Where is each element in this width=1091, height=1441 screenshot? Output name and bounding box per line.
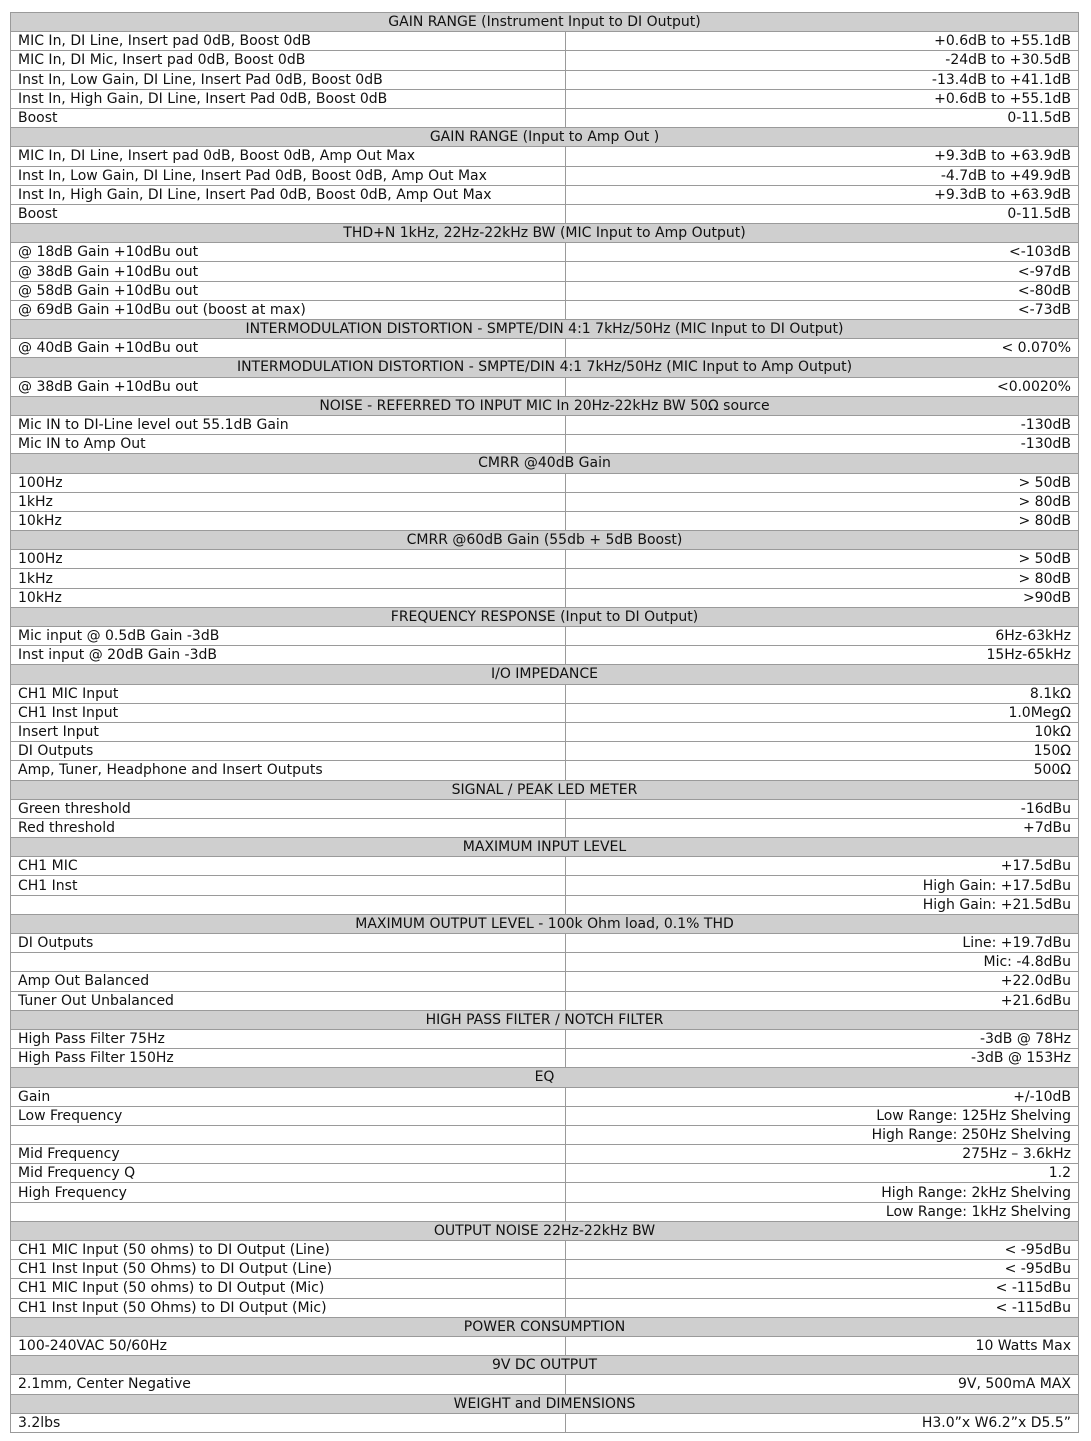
table-row — [11, 703, 1079, 722]
spec-value: -16dBu — [566, 799, 1079, 818]
section-title: GAIN RANGE (Instrument Input to DI Output) — [11, 13, 1079, 32]
spec-value: 9V, 500mA MAX — [566, 1375, 1079, 1394]
spec-value: 15Hz-65kHz — [566, 646, 1079, 665]
section-title: THD+N 1kHz, 22Hz-22kHz BW (MIC Input to Amp Output) — [11, 224, 1079, 243]
table-row — [11, 492, 1079, 511]
table-row — [11, 204, 1079, 223]
spec-label: CH1 MIC — [11, 857, 566, 876]
section-title: NOISE - REFERRED TO INPUT MIC In 20Hz-22kHz BW 50Ω source — [11, 396, 1079, 415]
spec-value: 275Hz – 3.6kHz — [566, 1145, 1079, 1164]
section-title: I/O IMPEDANCE — [11, 665, 1079, 684]
section-title: EQ — [11, 1068, 1079, 1087]
spec-value: -4.7dB to +49.9dB — [566, 166, 1079, 185]
spec-label: Tuner Out Unbalanced — [11, 991, 566, 1010]
table-row — [11, 166, 1079, 185]
spec-label: Boost — [11, 204, 566, 223]
spec-value: +17.5dBu — [566, 857, 1079, 876]
spec-value: -13.4dB to +41.1dB — [566, 70, 1079, 89]
table-row — [11, 339, 1079, 358]
section-header-row — [11, 1221, 1079, 1240]
spec-label: MIC In, DI Line, Insert pad 0dB, Boost 0dB — [11, 32, 566, 51]
table-row — [11, 435, 1079, 454]
spec-value: >90dB — [566, 588, 1079, 607]
spec-label: CH1 Inst Input — [11, 703, 566, 722]
section-header-row — [11, 780, 1079, 799]
spec-label: 100Hz — [11, 550, 566, 569]
spec-value: +21.6dBu — [566, 991, 1079, 1010]
spec-value: 10 Watts Max — [566, 1336, 1079, 1355]
table-row — [11, 588, 1079, 607]
spec-value: > 50dB — [566, 473, 1079, 492]
section-title: CMRR @40dB Gain — [11, 454, 1079, 473]
spec-label: CH1 MIC Input (50 ohms) to DI Output (Line) — [11, 1241, 566, 1260]
table-row — [11, 1029, 1079, 1048]
section-title: GAIN RANGE (Input to Amp Out ) — [11, 128, 1079, 147]
spec-label: CH1 MIC Input (50 ohms) to DI Output (Mic) — [11, 1279, 566, 1298]
table-row — [11, 1298, 1079, 1317]
section-header-row — [11, 531, 1079, 550]
section-header-row — [11, 1317, 1079, 1336]
spec-value: High Gain: +17.5dBu — [566, 876, 1079, 895]
spec-value: -24dB to +30.5dB — [566, 51, 1079, 70]
spec-label: Mic IN to DI-Line level out 55.1dB Gain — [11, 415, 566, 434]
table-row — [11, 895, 1079, 914]
spec-table-body — [11, 13, 1079, 1433]
spec-value: 1.2 — [566, 1164, 1079, 1183]
table-row — [11, 1087, 1079, 1106]
spec-label: 1kHz — [11, 569, 566, 588]
spec-value: 6Hz-63kHz — [566, 627, 1079, 646]
spec-value: 0-11.5dB — [566, 108, 1079, 127]
table-row — [11, 1145, 1079, 1164]
spec-label: High Pass Filter 75Hz — [11, 1029, 566, 1048]
spec-value: > 80dB — [566, 492, 1079, 511]
spec-value: Low Range: 1kHz Shelving — [566, 1202, 1079, 1221]
table-row — [11, 377, 1079, 396]
spec-value: < -115dBu — [566, 1298, 1079, 1317]
table-row — [11, 1336, 1079, 1355]
table-row — [11, 1049, 1079, 1068]
spec-label: Amp, Tuner, Headphone and Insert Outputs — [11, 761, 566, 780]
table-row — [11, 953, 1079, 972]
table-row — [11, 511, 1079, 530]
spec-label: Mid Frequency Q — [11, 1164, 566, 1183]
spec-label: Mic input @ 0.5dB Gain -3dB — [11, 627, 566, 646]
section-title: INTERMODULATION DISTORTION - SMPTE/DIN 4:1 7kHz/50Hz (MIC Input to DI Output) — [11, 320, 1079, 339]
spec-label: CH1 Inst Input (50 Ohms) to DI Output (Mic) — [11, 1298, 566, 1317]
spec-value: High Range: 250Hz Shelving — [566, 1125, 1079, 1144]
section-header-row — [11, 1068, 1079, 1087]
section-header-row — [11, 914, 1079, 933]
spec-label — [11, 1202, 566, 1221]
section-title: INTERMODULATION DISTORTION - SMPTE/DIN 4:1 7kHz/50Hz (MIC Input to Amp Output) — [11, 358, 1079, 377]
table-row — [11, 1202, 1079, 1221]
spec-label: Boost — [11, 108, 566, 127]
section-header-row — [11, 838, 1079, 857]
section-title: SIGNAL / PEAK LED METER — [11, 780, 1079, 799]
spec-value: High Gain: +21.5dBu — [566, 895, 1079, 914]
spec-label: Green threshold — [11, 799, 566, 818]
spec-value: <-103dB — [566, 243, 1079, 262]
section-title: OUTPUT NOISE 22Hz-22kHz BW — [11, 1221, 1079, 1240]
spec-label: 100-240VAC 50/60Hz — [11, 1336, 566, 1355]
table-row — [11, 876, 1079, 895]
spec-value: > 80dB — [566, 569, 1079, 588]
section-title: WEIGHT and DIMENSIONS — [11, 1394, 1079, 1413]
spec-value: <-80dB — [566, 281, 1079, 300]
spec-value: +/-10dB — [566, 1087, 1079, 1106]
table-row — [11, 147, 1079, 166]
spec-value: Line: +19.7dBu — [566, 934, 1079, 953]
table-row — [11, 1164, 1079, 1183]
spec-value: < -95dBu — [566, 1241, 1079, 1260]
spec-label: 1kHz — [11, 492, 566, 511]
spec-label: @ 58dB Gain +10dBu out — [11, 281, 566, 300]
table-row — [11, 262, 1079, 281]
spec-value: > 80dB — [566, 511, 1079, 530]
spec-label: Inst In, Low Gain, DI Line, Insert Pad 0dB, Boost 0dB — [11, 70, 566, 89]
section-title: FREQUENCY RESPONSE (Input to DI Output) — [11, 607, 1079, 626]
table-row — [11, 627, 1079, 646]
spec-label: High Pass Filter 150Hz — [11, 1049, 566, 1068]
spec-value: 10kΩ — [566, 722, 1079, 741]
section-header-row — [11, 454, 1079, 473]
spec-label: @ 18dB Gain +10dBu out — [11, 243, 566, 262]
section-header-row — [11, 607, 1079, 626]
spec-value: 150Ω — [566, 742, 1079, 761]
spec-value: +7dBu — [566, 818, 1079, 837]
spec-value: < 0.070% — [566, 339, 1079, 358]
table-row — [11, 569, 1079, 588]
table-row — [11, 1106, 1079, 1125]
spec-label: CH1 MIC Input — [11, 684, 566, 703]
table-row — [11, 89, 1079, 108]
spec-value: < -95dBu — [566, 1260, 1079, 1279]
section-title: MAXIMUM OUTPUT LEVEL - 100k Ohm load, 0.1% THD — [11, 914, 1079, 933]
spec-value: Low Range: 125Hz Shelving — [566, 1106, 1079, 1125]
spec-label: Red threshold — [11, 818, 566, 837]
spec-value: -130dB — [566, 415, 1079, 434]
spec-value: +9.3dB to +63.9dB — [566, 185, 1079, 204]
section-title: HIGH PASS FILTER / NOTCH FILTER — [11, 1010, 1079, 1029]
spec-label: Inst In, High Gain, DI Line, Insert Pad 0dB, Boost 0dB — [11, 89, 566, 108]
spec-label: Mic IN to Amp Out — [11, 435, 566, 454]
table-row — [11, 32, 1079, 51]
table-row — [11, 1413, 1079, 1432]
spec-value: +0.6dB to +55.1dB — [566, 32, 1079, 51]
spec-value: -3dB @ 78Hz — [566, 1029, 1079, 1048]
section-header-row — [11, 224, 1079, 243]
spec-value: 0-11.5dB — [566, 204, 1079, 223]
table-row — [11, 742, 1079, 761]
spec-label: Inst In, High Gain, DI Line, Insert Pad 0dB, Boost 0dB, Amp Out Max — [11, 185, 566, 204]
table-row — [11, 185, 1079, 204]
section-header-row — [11, 396, 1079, 415]
spec-label — [11, 895, 566, 914]
spec-label: MIC In, DI Mic, Insert pad 0dB, Boost 0dB — [11, 51, 566, 70]
section-title: MAXIMUM INPUT LEVEL — [11, 838, 1079, 857]
spec-label: 10kHz — [11, 511, 566, 530]
table-row — [11, 1183, 1079, 1202]
spec-value: -3dB @ 153Hz — [566, 1049, 1079, 1068]
spec-value: H3.0”x W6.2”x D5.5” — [566, 1413, 1079, 1432]
spec-label: 2.1mm, Center Negative — [11, 1375, 566, 1394]
spec-label: DI Outputs — [11, 742, 566, 761]
table-row — [11, 934, 1079, 953]
section-title: 9V DC OUTPUT — [11, 1356, 1079, 1375]
spec-label: Inst In, Low Gain, DI Line, Insert Pad 0dB, Boost 0dB, Amp Out Max — [11, 166, 566, 185]
table-row — [11, 684, 1079, 703]
spec-table — [10, 12, 1079, 1433]
table-row — [11, 991, 1079, 1010]
section-header-row — [11, 665, 1079, 684]
table-row — [11, 761, 1079, 780]
spec-value: <0.0020% — [566, 377, 1079, 396]
spec-label: 3.2lbs — [11, 1413, 566, 1432]
spec-value: +0.6dB to +55.1dB — [566, 89, 1079, 108]
spec-label: @ 38dB Gain +10dBu out — [11, 262, 566, 281]
spec-label: 10kHz — [11, 588, 566, 607]
spec-value: 500Ω — [566, 761, 1079, 780]
spec-label — [11, 1125, 566, 1144]
table-row — [11, 818, 1079, 837]
spec-label: @ 69dB Gain +10dBu out (boost at max) — [11, 300, 566, 319]
spec-value: +22.0dBu — [566, 972, 1079, 991]
spec-label: Inst input @ 20dB Gain -3dB — [11, 646, 566, 665]
spec-label: Insert Input — [11, 722, 566, 741]
spec-value: 8.1kΩ — [566, 684, 1079, 703]
section-header-row — [11, 320, 1079, 339]
table-row — [11, 51, 1079, 70]
table-row — [11, 646, 1079, 665]
spec-label: @ 40dB Gain +10dBu out — [11, 339, 566, 358]
spec-label: High Frequency — [11, 1183, 566, 1202]
section-header-row — [11, 1356, 1079, 1375]
table-row — [11, 281, 1079, 300]
spec-label: MIC In, DI Line, Insert pad 0dB, Boost 0dB, Amp Out Max — [11, 147, 566, 166]
table-row — [11, 550, 1079, 569]
section-header-row — [11, 1394, 1079, 1413]
spec-value: 1.0MegΩ — [566, 703, 1079, 722]
table-row — [11, 1260, 1079, 1279]
spec-label: Amp Out Balanced — [11, 972, 566, 991]
spec-value: -130dB — [566, 435, 1079, 454]
spec-value: +9.3dB to +63.9dB — [566, 147, 1079, 166]
table-row — [11, 972, 1079, 991]
spec-label: @ 38dB Gain +10dBu out — [11, 377, 566, 396]
spec-label: Low Frequency — [11, 1106, 566, 1125]
spec-value: High Range: 2kHz Shelving — [566, 1183, 1079, 1202]
section-header-row — [11, 128, 1079, 147]
spec-value: Mic: -4.8dBu — [566, 953, 1079, 972]
section-title: CMRR @60dB Gain (55db + 5dB Boost) — [11, 531, 1079, 550]
spec-value: <-97dB — [566, 262, 1079, 281]
spec-label: Mid Frequency — [11, 1145, 566, 1164]
table-row — [11, 1125, 1079, 1144]
spec-label: CH1 Inst — [11, 876, 566, 895]
section-header-row — [11, 1010, 1079, 1029]
table-row — [11, 243, 1079, 262]
spec-value: <-73dB — [566, 300, 1079, 319]
spec-label: 100Hz — [11, 473, 566, 492]
table-row — [11, 857, 1079, 876]
section-header-row — [11, 358, 1079, 377]
table-row — [11, 415, 1079, 434]
table-row — [11, 473, 1079, 492]
table-row — [11, 70, 1079, 89]
table-row — [11, 722, 1079, 741]
spec-label — [11, 953, 566, 972]
table-row — [11, 1241, 1079, 1260]
table-row — [11, 300, 1079, 319]
table-row — [11, 1279, 1079, 1298]
table-row — [11, 1375, 1079, 1394]
table-row — [11, 108, 1079, 127]
spec-label: DI Outputs — [11, 934, 566, 953]
spec-label: Gain — [11, 1087, 566, 1106]
table-row — [11, 799, 1079, 818]
section-header-row — [11, 13, 1079, 32]
section-title: POWER CONSUMPTION — [11, 1317, 1079, 1336]
spec-value: > 50dB — [566, 550, 1079, 569]
spec-label: CH1 Inst Input (50 Ohms) to DI Output (Line) — [11, 1260, 566, 1279]
spec-value: < -115dBu — [566, 1279, 1079, 1298]
